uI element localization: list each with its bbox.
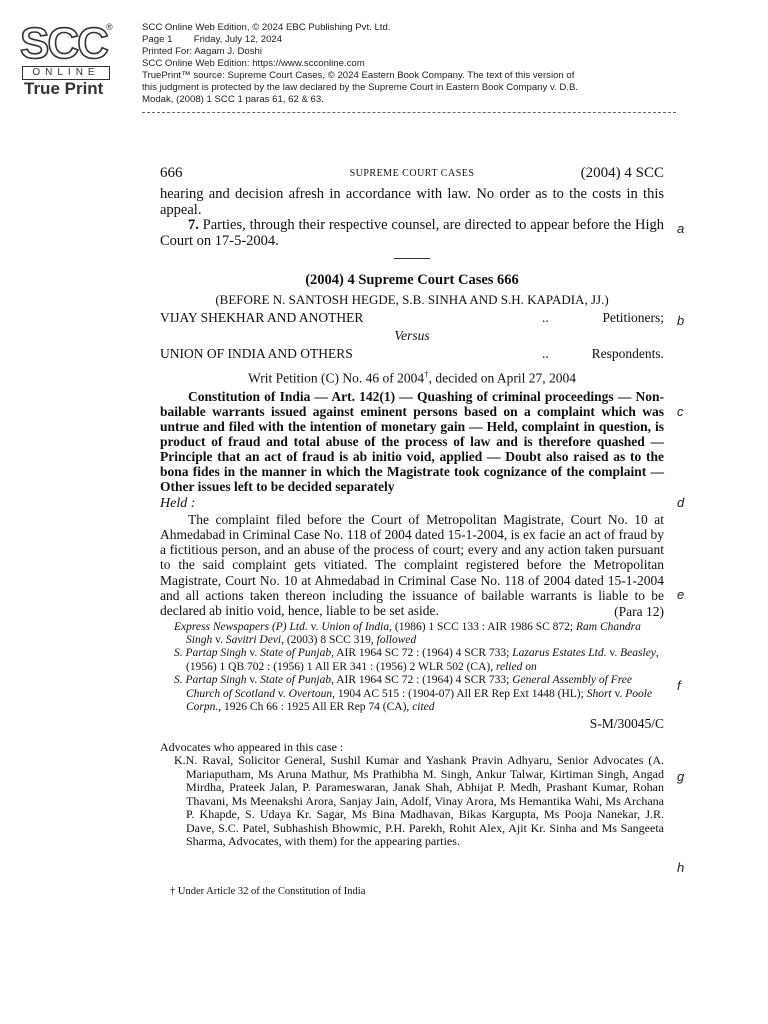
margin-letter: d (677, 495, 685, 510)
case-citation-text: , 1926 Ch 66 : 1925 All ER Rep 74 (CA), (218, 701, 413, 714)
held-label: Held : (160, 495, 196, 511)
logo-scc-text: SCC (20, 19, 107, 68)
margin-letter: b (677, 313, 685, 328)
case-citation-text: v. (246, 674, 261, 687)
case-name: Express Newspapers (P) Ltd. (174, 620, 308, 633)
meta-line: Modak, (2008) 1 SCC 1 paras 61, 62 & 63. (142, 94, 324, 105)
case-name: Ram Chandra Singh (186, 620, 641, 646)
case-name: relied on (495, 660, 537, 673)
case-name: Overtoun (288, 687, 333, 700)
case-citation-text: , (1956) 1 QB 702 : (1956) 1 All ER 341 : (1956) 2 WLR 502 (CA), (186, 647, 659, 673)
case-name: Beasley (620, 647, 656, 660)
case-name: Short (586, 687, 612, 700)
respondent-name: UNION OF INDIA AND OTHERS (160, 346, 353, 361)
case-name: State of Punjab (260, 647, 332, 660)
page-number: 666 (160, 165, 183, 181)
advocates-list: K.N. Raval, Solicitor General, Sushil Kumar and Yashank Pravin Adhyaru, Senior Advocates (A. Mariaputham, Ms Aruna Mathur, Ms Prathibha M. Singh, Ankur Talwar, Kirtiman Singh, Angad Mirdha, Prateek Jalan, P. Parameswaran, Janak Shah, Abhijat P. Medh, Prashant Kumar, Rohan Thavani, Ms Meenakshi Arora, Sanjay Jain, Adolf, Vinay Arora, Ms Hemantika Wahi, Ms Archana P. Khapde, S. Udaya Kr. Sagar, Ms Bina Madhavan, Bikas Kargupta, Ms Pooja Nanekar, J.R. Dave, S.C. Patel, Subhashish Bhowmic, P.H. Parekh, Rohit Alex, Ajit Kr. Sinha and Ms Sangeeta Sharma, Advocates, with them) for the appearing parties. (174, 753, 664, 849)
print-meta (142, 22, 702, 106)
scc-online-logo (18, 19, 118, 98)
meta-line: this judgment is protected by the law declared by the Supreme Court in Eastern Book Company v. D.B. (142, 82, 579, 93)
case-citation-text: v. (611, 687, 626, 700)
print-header (0, 0, 768, 120)
writ-petition-line (160, 365, 664, 388)
section-rule (394, 258, 430, 259)
case-citation-text: , AIR 1964 SC 72 : (1964) 4 SCR 733; (331, 647, 513, 660)
case-ref-item (160, 621, 664, 648)
judgment-page (160, 165, 664, 849)
prev-judgment-para7 (160, 218, 664, 249)
case-citation-text: , (1986) 1 SCC 133 : AIR 1986 SC 872; (389, 620, 577, 633)
headnote-summary: Constitution of India — Art. 142(1) — Quashing of criminal proceedings — Non-bailable warrants issued against eminent persons based on a complaint which was untrue and filed with the intention of monetary gain — Held, complaint in question, is product of fraud and total abuse of the process of law and is therefore quashed — Principle that an act of fraud is ab initio void, applied — Doubt also raised as to the bona fides in the manner in which the Magistrate took cognizance of the complaint — Other issues left to be decided separately (160, 388, 664, 494)
header-divider (142, 112, 676, 113)
case-name: Savitri Devi (225, 633, 282, 646)
case-name: Union of India (321, 620, 390, 633)
para-number: 7. (188, 217, 199, 233)
case-name: S. Partap Singh (174, 674, 247, 687)
case-citation-text: , AIR 1964 SC 72 : (1964) 4 SCR 733; (331, 674, 513, 687)
respondent-line (160, 345, 664, 363)
case-ref-item (160, 674, 664, 714)
running-head (160, 165, 664, 187)
petitioner-role: Petitioners; (602, 310, 664, 325)
petitioner-name: VIJAY SHEKHAR AND ANOTHER (160, 310, 364, 325)
cases-referred (160, 621, 664, 715)
para-reference: (Para 12) (614, 603, 664, 619)
case-name: General Assembly of Free Church of Scotland (186, 674, 632, 700)
meta-line: SCC Online Web Edition: https://www.scconline.com (142, 58, 365, 69)
meta-line: Printed For: Aagam J. Doshi (142, 46, 262, 57)
case-name: Lazarus Estates Ltd. (512, 647, 607, 660)
margin-letter: c (677, 404, 684, 419)
logo-registered-mark: ® (106, 22, 113, 32)
logo-trueprint-text: True Print (24, 79, 104, 98)
footnote: † Under Article 32 of the Constitution of India (170, 886, 366, 897)
margin-letter: f (677, 678, 681, 693)
logo-online-text: ONLINE (22, 66, 110, 80)
case-citation-text: v. (275, 687, 289, 700)
case-citation-text: , (2003) 8 SCC 319, (281, 633, 377, 646)
page-citation: (2004) 4 SCC (580, 165, 664, 181)
case-citation-text: v. (212, 633, 226, 646)
case-name: State of Punjab (260, 674, 332, 687)
journal-name: SUPREME COURT CASES (349, 168, 475, 179)
bench: (BEFORE N. SANTOSH HEGDE, S.B. SINHA AND S.H. KAPADIA, JJ.) (215, 292, 609, 307)
meta-line: SCC Online Web Edition, © 2024 EBC Publishing Pvt. Ltd. (142, 22, 391, 33)
margin-letter: e (677, 587, 685, 602)
held-text: The complaint filed before the Court of Metropolitan Magistrate, Court No. 10 at Ahmedabad in Criminal Case No. 118 of 2004 dated 15-1-2004, is ex facie an act of fraud by a fictitious person, and an abuse of the process of court; every and any action taken pursuant to the said complaint gets vitiated. The complaint registered before the Metropolitan Magistrate, Court No. 10 at Ahmedabad in Criminal Case No. 118 of 2004 dated 15-1-2004 and all actions taken thereon including the issuance of bailable warrants is liable to be declared ab initio void, hence, liable to be set aside. (160, 511, 664, 619)
reference-code: S-M/30045/C (589, 716, 664, 732)
case-name: S. Partap Singh (174, 647, 247, 660)
case-name: cited (412, 701, 435, 714)
wp-date: , decided on April 27, 2004 (428, 370, 576, 386)
margin-letter: g (677, 769, 685, 784)
meta-line: Page 1 Friday, July 12, 2024 (142, 34, 283, 45)
petitioner-line (160, 309, 664, 327)
case-name: Poole Corpn. (186, 687, 653, 714)
prev-judgment-text: hearing and decision afresh in accordance with law. No order as to the costs in this appeal. (160, 186, 664, 218)
case-citation-text: v. (246, 647, 261, 660)
leader-dots: .. (542, 310, 549, 325)
para-text: Parties, through their respective counsel, are directed to appear before the High Court on 17-5-2004. (160, 217, 664, 249)
margin-letter: h (677, 860, 685, 875)
case-citation-text: , 1904 AC 515 : (1904-07) All ER Rep Ext 1448 (HL); (332, 687, 587, 700)
case-name: followed (376, 633, 417, 646)
advocates-heading: Advocates who appeared in this case : (160, 740, 344, 755)
leader-dots: .. (542, 346, 549, 361)
respondent-role: Respondents. (591, 346, 664, 361)
case-ref-item (160, 647, 664, 674)
meta-line: TruePrint™ source: Supreme Court Cases, © 2024 Eastern Book Company. The text of this version of (142, 70, 575, 81)
footnote-dagger: † (424, 369, 429, 379)
case-citation-text: v. (307, 620, 322, 633)
case-citation: (2004) 4 Supreme Court Cases 666 (305, 272, 519, 288)
margin-letter: a (677, 221, 685, 236)
versus: Versus (394, 328, 430, 343)
case-citation-text: v. (606, 647, 621, 660)
wp-number: Writ Petition (C) No. 46 of 2004 (248, 370, 425, 386)
